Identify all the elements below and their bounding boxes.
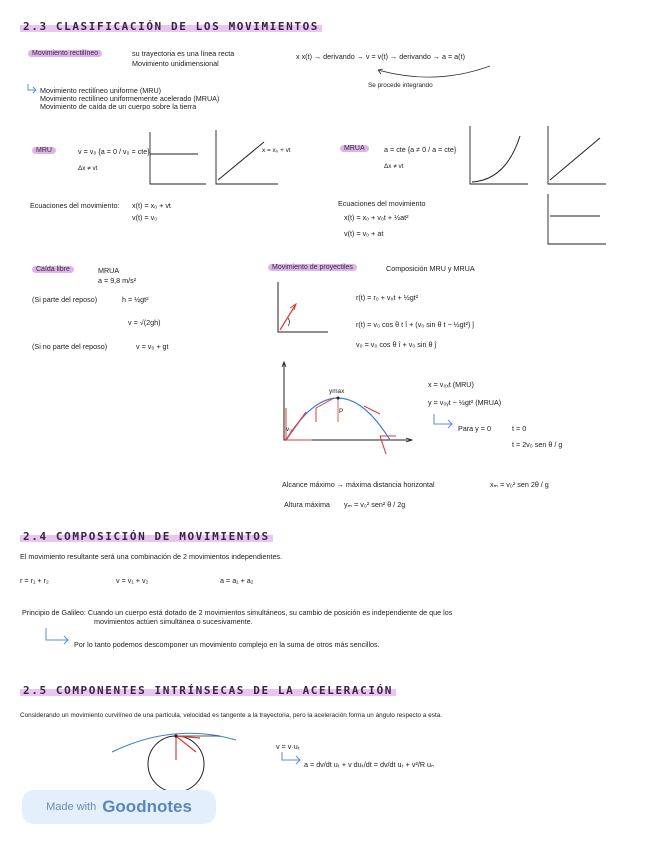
intr-line-1: Considerando un movimiento curvilíneo de una partícula, velocidad es tangente a la trayectoria, pero la aceleración forma un ángulo respecto a esta.: [20, 712, 443, 719]
mru-x-graph: [214, 130, 284, 190]
mrua-x-graph: [468, 126, 532, 190]
mrua-note: Δx ≠ vt: [384, 163, 404, 170]
list-item-caida: Movimiento de caída de un cuerpo sobre la tierra: [40, 102, 197, 111]
proj-altura: Altura máxima: [284, 500, 330, 509]
proj-alcance: Alcance máximo → máxima distancia horizontal: [282, 480, 435, 489]
tag-mrua: MRUA: [340, 145, 369, 152]
mru-eq-title: Ecuaciones del movimiento:: [30, 201, 120, 210]
label-ymax: ymax: [329, 388, 345, 395]
comp-galileo-2: movimientos actúen simultánea o sucesivamente.: [94, 617, 253, 626]
caida-line-2: a = 9,8 m/s²: [98, 276, 137, 285]
proj-eq-3: v₀ = v₀ cos θ î + v₀ sin θ ĵ: [356, 340, 437, 349]
mrua-a-graph: [546, 194, 610, 250]
proj-x-eq: x = v₀ₓt (MRU): [428, 380, 474, 389]
proj-altura-eq: yₘ = v₀² sen² θ / 2g: [344, 500, 406, 509]
arrow-icon: [280, 752, 302, 766]
proj-t-solution: t = 0: [512, 424, 527, 433]
mrua-eq-1: x(t) = x₀ + v₀t + ½at²: [344, 213, 409, 222]
mru-v-graph: [148, 132, 208, 190]
tag-movimiento-rectilineo: Movimiento rectilíneo: [28, 50, 102, 57]
caida-rest1-eq2: v = √(2gh): [128, 318, 161, 327]
proj-alcance-eq: xₘ = v₀² sen 2θ / g: [490, 480, 549, 489]
badge-brand: Goodnotes: [102, 797, 192, 816]
vector-decomposition-diagram: [276, 282, 330, 336]
comp-formula-v: v = v₁ + v₂: [116, 576, 149, 585]
label-p: P: [339, 408, 344, 415]
proj-y-eq: y = v₀ᵧt − ½gt² (MRUA): [428, 398, 502, 407]
mrua-equation: a = cte {a ≠ 0 / a = cte}: [384, 145, 457, 154]
tag-movimiento-proyectiles: Movimiento de proyectiles: [268, 264, 357, 271]
label-v0: v₀: [286, 426, 292, 433]
clasif-desc-1: su trayectoria es una línea recta: [132, 49, 235, 58]
badge-made-with: Made with: [46, 801, 97, 813]
comp-formula-r: r = r₁ + r₂: [20, 576, 49, 585]
integrate-note: Se procede integrando: [368, 82, 433, 89]
list-item-mru: Movimiento rectilíneo uniforme (MRU): [40, 86, 162, 95]
caida-rest2-label: (Si no parte del reposo): [32, 342, 108, 351]
mrua-v-graph: [546, 126, 610, 190]
intrinsic-acceleration-diagram: [110, 724, 240, 794]
intr-eq-1: v = v·uₜ: [276, 742, 300, 751]
proj-description: Composición MRU y MRUA: [386, 264, 475, 273]
intr-eq-2: a = dv/dt uₜ + v duₜ/dt = dv/dt uₜ + v²/R uₙ: [304, 760, 434, 769]
tag-caida-libre: Caída libre: [32, 266, 74, 273]
caida-line-1: MRUA: [98, 266, 120, 275]
mru-eq-1: x(t) = x₀ + vt: [132, 201, 171, 210]
proj-t-solution-2: t = 2v₀ sen θ / g: [512, 440, 563, 449]
mru-graph-label: x = x₀ + vt: [262, 147, 291, 154]
mru-eq-2: v(t) = v₀: [132, 213, 158, 222]
caida-rest1-eq: h = ½gt²: [122, 295, 149, 304]
comp-galileo: Principio de Galileo: Cuando un cuerpo está dotado de 2 movimientos simultáneos, su cambio de posición es independiente de que los: [22, 608, 453, 617]
proj-eq-1: r(t) = r₀ + v₀t + ½gt²: [356, 293, 419, 302]
section-title-2-4: 2.4 COMPOSICIÓN DE MOVIMIENTOS: [20, 530, 273, 543]
tag-mru: MRU: [32, 147, 56, 154]
comp-formula-a: a = a₁ + a₂: [220, 576, 254, 585]
mrua-eq-2: v(t) = v₀ + at: [344, 229, 384, 238]
arrow-icon: [432, 414, 454, 430]
proj-eq-2: r(t) = v₀ cos θ t î + (v₀ sin θ t − ½gt²) ĵ: [356, 320, 475, 329]
clasif-desc-2: Movimiento unidimensional: [132, 59, 219, 68]
arrow-icon: [44, 628, 70, 646]
made-with-goodnotes-badge: [22, 790, 216, 824]
section-title-2-3: 2.3 CLASIFICACIÓN DE LOS MOVIMIENTOS: [20, 20, 322, 33]
proj-ymax-condition: Para y = 0: [458, 424, 491, 433]
derivation-chain: x x(t) → derivando → v = v(t) → derivando → a = a(t): [296, 52, 465, 61]
caida-rest2-eq: v = v₀ + gt: [136, 342, 169, 351]
comp-line-1: El movimiento resultante será una combinación de 2 movimientos independientes.: [20, 552, 283, 561]
mrua-eq-title: Ecuaciones del movimiento: [338, 199, 426, 208]
section-title-2-5: 2.5 COMPONENTES INTRÍNSECAS DE LA ACELERACIÓN: [20, 684, 396, 697]
integrate-arrow: [370, 64, 500, 84]
projectile-trajectory-diagram: [276, 362, 416, 458]
mru-equation: v = v₀ {a = 0 / v₀ = cte}: [78, 147, 150, 156]
mru-note: Δx ≠ vt: [78, 165, 98, 172]
comp-conclusion: Por lo tanto podemos descomponer un movimiento complejo en la suma de otros más sencillos.: [74, 640, 380, 649]
list-item-mrua: Movimiento rectilíneo uniformemente acelerado (MRUA): [40, 94, 220, 103]
caida-rest1-label: (Si parte del reposo): [32, 295, 98, 304]
arrow-icon: [26, 84, 38, 94]
